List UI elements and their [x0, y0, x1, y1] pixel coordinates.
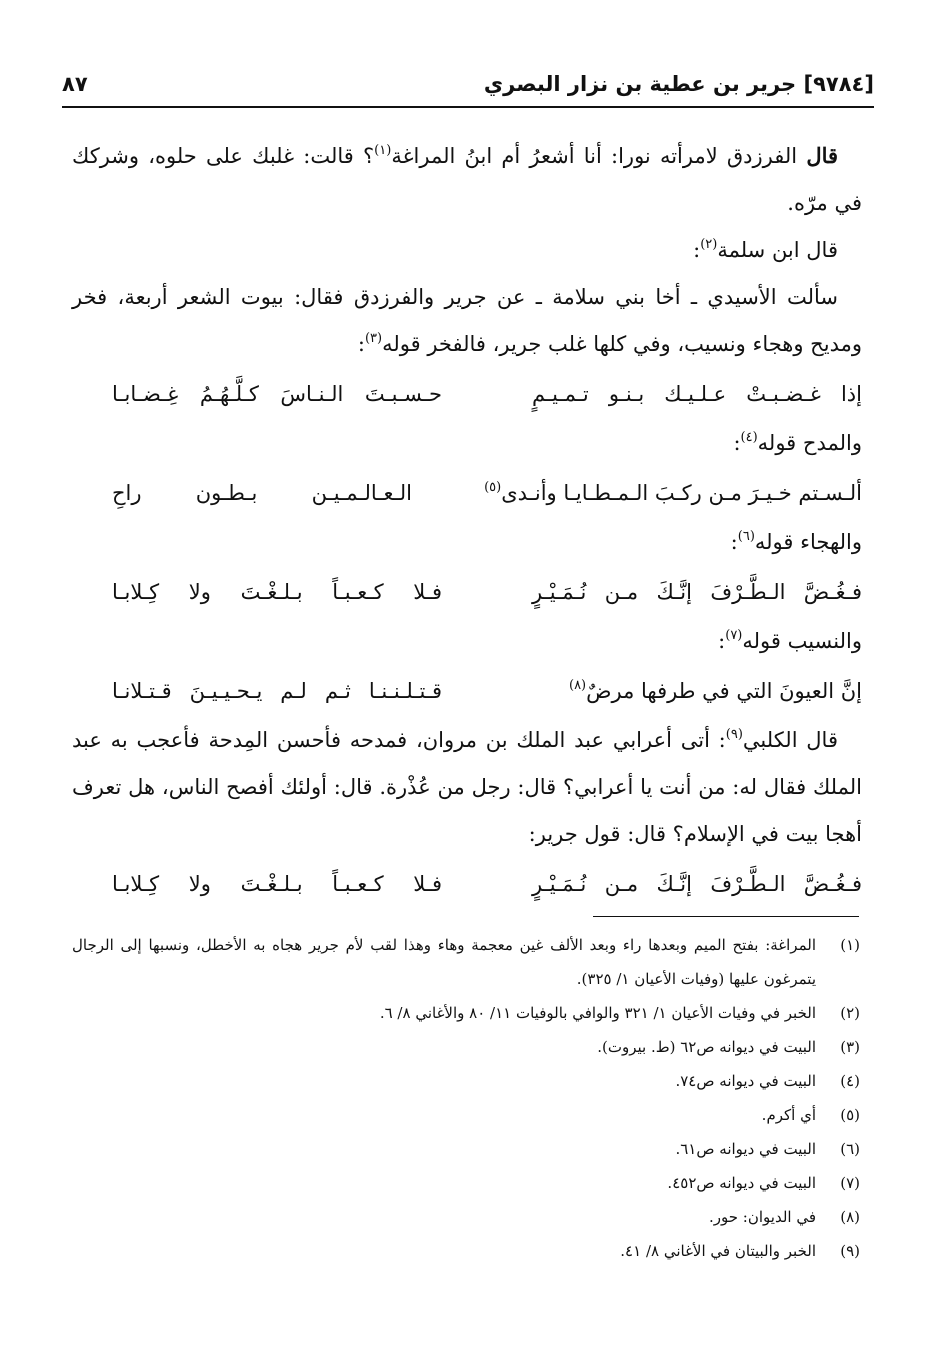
- footnote-text: في الديوان: حور.: [708, 1208, 816, 1226]
- verse-second-hemistich: قـتـلـنـنـا ثـم لـم يـحـيـيـنَ قـتـلانـا: [112, 679, 442, 703]
- header-rule: [62, 106, 874, 108]
- footnote-ref-5: (٥): [484, 480, 502, 495]
- footnote-text: أي أكرم.: [761, 1106, 816, 1124]
- running-head: [٩٧٨٤] جرير بن عطية بن نزار البصري: [483, 72, 874, 96]
- punctuation: :: [730, 530, 738, 554]
- paragraph-kalbi: [72, 717, 862, 858]
- footnote-item: [72, 1132, 860, 1166]
- footnote-number: (٦): [840, 1140, 860, 1158]
- footnote-ref-6: (٦): [737, 529, 755, 544]
- footnote-number: (٩): [840, 1242, 860, 1260]
- paragraph-text: سألت الأسيدي ـ أخا بني سلامة ـ عن جرير والفرزدق فقال: بيوت الشعر أربعة، فخر ومديح وهجاء ونسيب، وفي كلها غلب جرير، فالفخر قوله: [72, 285, 862, 356]
- footnote-ref-4: (٤): [740, 430, 758, 445]
- verse-line: [72, 368, 862, 420]
- punctuation: :: [357, 332, 365, 356]
- footnote-number: (٨): [840, 1208, 860, 1226]
- verse-second-hemistich: فـلا كـعـبـاً بـلـغْـتَ ولا كِـلابـا: [112, 872, 442, 896]
- paragraph-text: قال ابن سلمة: [717, 238, 838, 262]
- footnote-ref-3: (٣): [364, 331, 383, 346]
- footnote-number: (٧): [840, 1174, 860, 1192]
- punctuation: :: [693, 238, 701, 262]
- verse-intro: [72, 519, 862, 566]
- footnote-item: [72, 1234, 860, 1268]
- page-number: ٨٧: [62, 72, 88, 96]
- verse-intro-text: والنسيب قوله: [742, 629, 862, 653]
- footnote-number: (٤): [840, 1072, 860, 1090]
- verse-first-hemistich: إذا غـضـبـتْ عـلـيـك بـنـو تـمـيـمٍ: [532, 382, 862, 406]
- footnote-item: [72, 1166, 860, 1200]
- footnote-item: [72, 1200, 860, 1234]
- verse-intro-text: والهجاء قوله: [754, 530, 862, 554]
- footnote-text: البيت في ديوانه ص٦٢ (ط. بيروت).: [597, 1038, 816, 1056]
- paragraph-text: ؟ قالت: غلبك على حلوه، وشركك في مرّه.: [72, 144, 862, 215]
- verse-line: [72, 858, 862, 910]
- verse-second-hemistich: حـسـبـتَ الـنـاسَ كـلَّـهُـمُ غِـضـابـا: [112, 382, 442, 406]
- verse-intro-text: والمدح قوله: [757, 431, 862, 455]
- verse-text: ألـسـتم خـيـرَ مـن ركـبَ الـمـطـايـا وأنـدى: [501, 481, 862, 505]
- verse-second-hemistich: فـلا كـعـبـاً بـلـغْـتَ ولا كِـلابـا: [112, 580, 442, 604]
- footnote-text: الخبر والبيتان في الأغاني ٨/ ٤١.: [620, 1242, 816, 1260]
- paragraph-text: الفرزدق لامرأته نورا: أنا أشعرُ أم ابنُ المراغة: [391, 144, 807, 168]
- footnote-item: [72, 928, 860, 996]
- footnote-text: البيت في ديوانه ص٦١.: [675, 1140, 816, 1158]
- footnote-separator: [593, 916, 859, 917]
- page-header: [62, 70, 874, 110]
- footnote-item: [72, 1030, 860, 1064]
- verse-intro: [72, 420, 862, 467]
- main-text: [72, 132, 862, 910]
- footnote-number: (١): [840, 936, 860, 954]
- verse-first-hemistich: فـغُـضَّ الـطَّـرْفَ إنَّـكَ مـن نُـمَـيْـرٍ: [532, 580, 862, 604]
- verse-line: [72, 467, 862, 519]
- footnote-text: الخبر في وفيات الأعيان ١/ ٣٢١ والوافي بالوفيات ١١/ ٨٠ والأغاني ٨/ ٦.: [379, 1004, 816, 1022]
- footnote-ref-9: (٩): [725, 727, 743, 742]
- footnote-number: (٢): [840, 1004, 860, 1022]
- paragraph-ibn-salama: [72, 227, 862, 274]
- footnote-number: (٣): [840, 1038, 860, 1056]
- verse-intro: [72, 618, 862, 665]
- footnote-ref-8: (٨): [568, 678, 587, 693]
- verse-first-hemistich: فـغُـضَّ الـطَّـرْفَ إنَّـكَ مـن نُـمَـيْـرٍ: [532, 872, 862, 896]
- footnote-ref-7: (٧): [725, 628, 743, 643]
- footnotes: [72, 928, 860, 1268]
- footnote-text: المراغة: بفتح الميم وبعدها راء وبعد الألف غين معجمة وهاء وهذا لقب لأم جرير هجاه به الأخطل، ونسبها إلى الرجال يتمرغون عليها (وفيات الأعيان ١/ ٣٢٥).: [72, 936, 816, 988]
- footnote-number: (٥): [840, 1106, 860, 1124]
- paragraph-farazdaq: [72, 132, 862, 227]
- verse-text: إنَّ العيونَ التي في طرفها مرضٌ: [586, 679, 862, 703]
- verse-first-hemistich: [484, 467, 862, 519]
- paragraph-text: قال الكلبي: [742, 728, 838, 752]
- footnote-ref-2: (٢): [700, 237, 718, 252]
- paragraph-text: : أتى أعرابي عبد الملك بن مروان، فمدحه فأحسن المِدحة فأعجب به عبد الملك فقال له: من أنت يا أعرابي؟ قال: رجل من عُذْرة. قال: أولئك أفصح الناس، هل تعرف أهجا بيت في الإسلام؟ قال: قول جرير:: [72, 728, 862, 846]
- footnote-text: البيت في ديوانه ص٤٥٢.: [667, 1174, 816, 1192]
- verse-second-hemistich: الـعـالـمـيـن بـطـون راحِ: [112, 481, 412, 505]
- footnote-item: [72, 1098, 860, 1132]
- punctuation: :: [718, 629, 726, 653]
- verse-line: [72, 566, 862, 618]
- paragraph-lead-word: قال: [806, 143, 839, 168]
- footnote-item: [72, 996, 860, 1030]
- paragraph-usaydi: [72, 274, 862, 368]
- punctuation: :: [733, 431, 741, 455]
- footnote-ref-1: (١): [374, 143, 392, 158]
- footnote-item: [72, 1064, 860, 1098]
- verse-first-hemistich: [532, 665, 862, 717]
- footnote-text: البيت في ديوانه ص٧٤.: [675, 1072, 816, 1090]
- verse-line: [72, 665, 862, 717]
